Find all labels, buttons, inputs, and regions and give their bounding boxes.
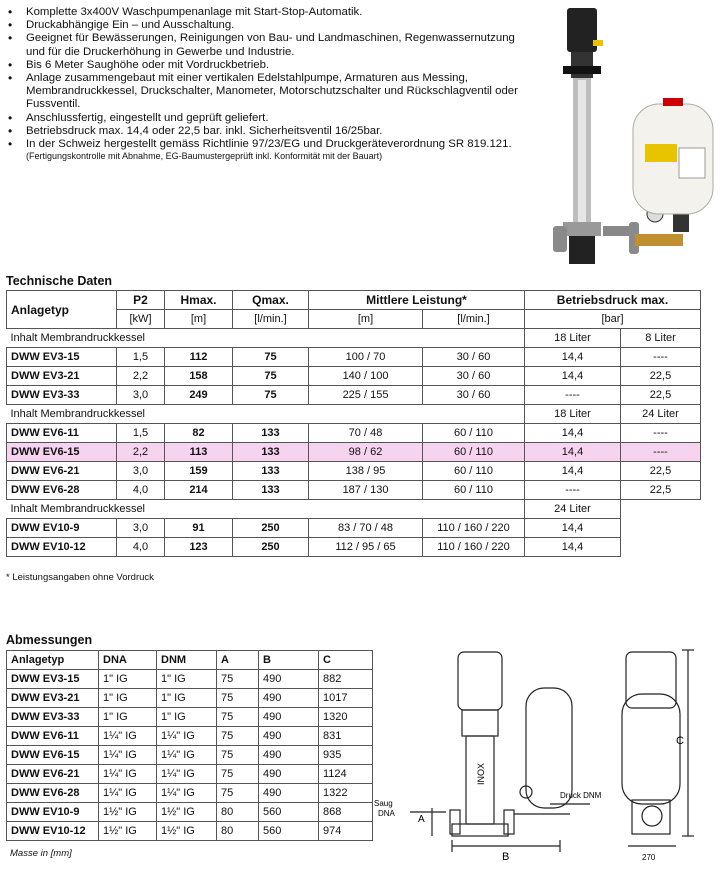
pump-photo bbox=[545, 4, 715, 266]
cell-mittel-l: 110 / 160 / 220 bbox=[423, 519, 525, 538]
dims-cell: 1¼" IG bbox=[99, 765, 157, 784]
dims-cell: 1½" IG bbox=[157, 803, 217, 822]
dims-cell: 1¼" IG bbox=[157, 727, 217, 746]
cell-mittel-m: 98 / 62 bbox=[309, 443, 423, 462]
cell-hmax: 91 bbox=[165, 519, 233, 538]
cell-type: DWW EV3-15 bbox=[7, 348, 117, 367]
dims-cell: 935 bbox=[319, 746, 373, 765]
drawing-c-label: C bbox=[676, 735, 684, 747]
cell-p2: 3,0 bbox=[117, 462, 165, 481]
th-qmax-unit: [l/min.] bbox=[233, 310, 309, 329]
cell-mittel-l: 30 / 60 bbox=[423, 348, 525, 367]
cell-druck-1: ---- bbox=[525, 386, 621, 405]
feature-text: Bis 6 Meter Saughöhe oder mit Vordruckbetrieb. bbox=[26, 58, 270, 71]
table-row bbox=[7, 727, 373, 746]
table-row bbox=[7, 519, 701, 538]
feature-list bbox=[6, 6, 526, 162]
cell-p2: 2,2 bbox=[117, 367, 165, 386]
th-druck: Betriebsdruck max. bbox=[525, 291, 701, 310]
tech-title: Technische Daten bbox=[6, 274, 113, 288]
dims-cell: 560 bbox=[259, 822, 319, 841]
dims-cell: 75 bbox=[217, 708, 259, 727]
th-druck-unit: [bar] bbox=[525, 310, 701, 329]
cell-type: DWW EV10-12 bbox=[7, 538, 117, 557]
cell-qmax: 75 bbox=[233, 348, 309, 367]
cell-mittel-l: 60 / 110 bbox=[423, 462, 525, 481]
cell-mittel-m: 83 / 70 / 48 bbox=[309, 519, 423, 538]
table-row bbox=[7, 822, 373, 841]
dims-header-cell: DNA bbox=[99, 651, 157, 670]
cell-p2: 3,0 bbox=[117, 519, 165, 538]
cell-druck-2: 22,5 bbox=[621, 481, 701, 500]
dims-cell: 1322 bbox=[319, 784, 373, 803]
group-header-row bbox=[7, 405, 701, 424]
drawing-dna-label: DNA bbox=[378, 809, 395, 818]
table-row bbox=[7, 784, 373, 803]
cell-mittel-l: 30 / 60 bbox=[423, 367, 525, 386]
cell-qmax: 250 bbox=[233, 538, 309, 557]
cell-druck-2: 22,5 bbox=[621, 462, 701, 481]
dims-header-cell: A bbox=[217, 651, 259, 670]
dims-cell: 75 bbox=[217, 670, 259, 689]
table-row bbox=[7, 803, 373, 822]
dims-cell: 1½" IG bbox=[157, 822, 217, 841]
cell-hmax: 82 bbox=[165, 424, 233, 443]
cell-type: DWW EV6-11 bbox=[7, 424, 117, 443]
dims-cell: DWW EV6-11 bbox=[7, 727, 99, 746]
cell-druck-1: 14,4 bbox=[525, 443, 621, 462]
cell-druck-1: 14,4 bbox=[525, 519, 621, 538]
cell-p2: 4,0 bbox=[117, 481, 165, 500]
group-label: Inhalt Membrandruckkessel bbox=[7, 500, 525, 519]
cell-hmax: 159 bbox=[165, 462, 233, 481]
dims-cell: DWW EV3-33 bbox=[7, 708, 99, 727]
cell-mittel-l: 60 / 110 bbox=[423, 481, 525, 500]
feature-item bbox=[6, 125, 526, 138]
feature-text: Druckabhängige Ein – und Ausschaltung. bbox=[26, 19, 235, 32]
cell-p2: 2,2 bbox=[117, 443, 165, 462]
cell-type: DWW EV10-9 bbox=[7, 519, 117, 538]
table-row bbox=[7, 462, 701, 481]
table-row bbox=[7, 689, 373, 708]
dims-cell: 1¼" IG bbox=[157, 746, 217, 765]
feature-item bbox=[6, 72, 526, 112]
cell-hmax: 112 bbox=[165, 348, 233, 367]
dims-header-cell: Anlagetyp bbox=[7, 651, 99, 670]
dims-cell: DWW EV6-21 bbox=[7, 765, 99, 784]
feature-subnote: (Fertigungskontrolle mit Abnahme, EG-Baumustergeprüft inkl. Konformität mit der Bauart) bbox=[26, 151, 383, 162]
cell-mittel-m: 70 / 48 bbox=[309, 424, 423, 443]
cell-hmax: 249 bbox=[165, 386, 233, 405]
dims-cell: 560 bbox=[259, 803, 319, 822]
feature-item bbox=[6, 112, 526, 125]
cell-qmax: 133 bbox=[233, 424, 309, 443]
table-row bbox=[7, 348, 701, 367]
th-p2-unit: [kW] bbox=[117, 310, 165, 329]
cell-p2: 3,0 bbox=[117, 386, 165, 405]
dims-cell: 1¼" IG bbox=[99, 727, 157, 746]
table-row bbox=[7, 443, 701, 462]
dims-cell: 490 bbox=[259, 746, 319, 765]
th-mittel-l: [l/min.] bbox=[423, 310, 525, 329]
feature-item bbox=[6, 6, 526, 19]
cell-mittel-m: 187 / 130 bbox=[309, 481, 423, 500]
cell-druck-2: 22,5 bbox=[621, 386, 701, 405]
feature-text: Geeignet für Bewässerungen, Reinigungen von Bau- und Landmaschinen, Regenwassernutzung und für die Druckerhöhung in Gewerbe und Industrie. bbox=[26, 32, 515, 58]
dims-cell: DWW EV10-12 bbox=[7, 822, 99, 841]
cell-druck-2: ---- bbox=[621, 443, 701, 462]
table-row bbox=[7, 538, 701, 557]
table-row bbox=[7, 424, 701, 443]
drawing-inox-label: INOX bbox=[476, 762, 486, 785]
dims-cell: 974 bbox=[319, 822, 373, 841]
cell-hmax: 113 bbox=[165, 443, 233, 462]
dims-cell: 490 bbox=[259, 670, 319, 689]
cell-type: DWW EV3-33 bbox=[7, 386, 117, 405]
dims-cell: 1320 bbox=[319, 708, 373, 727]
cell-type: DWW EV6-21 bbox=[7, 462, 117, 481]
dims-cell: 1" IG bbox=[99, 708, 157, 727]
cell-druck-2 bbox=[621, 519, 701, 538]
cell-druck-1: ---- bbox=[525, 481, 621, 500]
feature-text: Komplette 3x400V Waschpumpenanlage mit Start-Stop-Automatik. bbox=[26, 6, 363, 18]
cell-mittel-m: 112 / 95 / 65 bbox=[309, 538, 423, 557]
dims-cell: 490 bbox=[259, 765, 319, 784]
tank-size-1: 18 Liter bbox=[525, 329, 621, 348]
dims-cell: 490 bbox=[259, 689, 319, 708]
dims-table bbox=[6, 650, 373, 841]
cell-mittel-l: 30 / 60 bbox=[423, 386, 525, 405]
dims-cell: 831 bbox=[319, 727, 373, 746]
dims-note: Masse in [mm] bbox=[10, 848, 72, 859]
th-mittel-m: [m] bbox=[309, 310, 423, 329]
th-type: Anlagetyp bbox=[7, 291, 117, 329]
cell-hmax: 214 bbox=[165, 481, 233, 500]
cell-qmax: 250 bbox=[233, 519, 309, 538]
dims-cell: 1" IG bbox=[157, 689, 217, 708]
cell-mittel-m: 138 / 95 bbox=[309, 462, 423, 481]
table-row bbox=[7, 367, 701, 386]
cell-druck-2: ---- bbox=[621, 424, 701, 443]
dims-cell: 75 bbox=[217, 727, 259, 746]
dims-header-cell: B bbox=[259, 651, 319, 670]
dims-cell: 1¼" IG bbox=[99, 746, 157, 765]
tank-size-2: 8 Liter bbox=[621, 329, 701, 348]
cell-druck-2: ---- bbox=[621, 348, 701, 367]
cell-mittel-m: 225 / 155 bbox=[309, 386, 423, 405]
feature-text: Anlage zusammengebaut mit einer vertikalen Edelstahlpumpe, Armaturen aus Messing, Membrandruckkessel, Druckschalter, Manometer, Motorschutzschalter und Rückschlagventil oder Fussventil. bbox=[26, 72, 518, 111]
drawing-width-label: 270 bbox=[642, 853, 656, 862]
cell-p2: 1,5 bbox=[117, 424, 165, 443]
dims-cell: DWW EV3-21 bbox=[7, 689, 99, 708]
dims-cell: 1¼" IG bbox=[157, 784, 217, 803]
table-row bbox=[7, 708, 373, 727]
drawing-b-label: B bbox=[502, 851, 510, 863]
group-header-row bbox=[7, 329, 701, 348]
cell-type: DWW EV6-15 bbox=[7, 443, 117, 462]
table-row bbox=[7, 481, 701, 500]
table-row bbox=[7, 765, 373, 784]
group-label: Inhalt Membrandruckkessel bbox=[7, 329, 525, 348]
dims-cell: 1¼" IG bbox=[99, 784, 157, 803]
dimension-drawing bbox=[370, 640, 720, 865]
feature-text: Betriebsdruck max. 14,4 oder 22,5 bar. inkl. Sicherheitsventil 16/25bar. bbox=[26, 124, 383, 137]
cell-hmax: 123 bbox=[165, 538, 233, 557]
th-qmax: Qmax. bbox=[233, 291, 309, 310]
th-hmax: Hmax. bbox=[165, 291, 233, 310]
feature-item bbox=[6, 19, 526, 32]
tank-size-1: 24 Liter bbox=[525, 500, 621, 519]
dims-cell: 882 bbox=[319, 670, 373, 689]
group-label: Inhalt Membrandruckkessel bbox=[7, 405, 525, 424]
cell-qmax: 133 bbox=[233, 481, 309, 500]
cell-mittel-l: 110 / 160 / 220 bbox=[423, 538, 525, 557]
dims-cell: 1½" IG bbox=[99, 822, 157, 841]
dims-cell: 1" IG bbox=[99, 689, 157, 708]
cell-mittel-l: 60 / 110 bbox=[423, 443, 525, 462]
dims-cell: 75 bbox=[217, 765, 259, 784]
tank-size-2: 24 Liter bbox=[621, 405, 701, 424]
dims-cell: 1017 bbox=[319, 689, 373, 708]
dims-cell: 490 bbox=[259, 784, 319, 803]
dims-cell: 80 bbox=[217, 803, 259, 822]
cell-p2: 4,0 bbox=[117, 538, 165, 557]
cell-druck-1: 14,4 bbox=[525, 424, 621, 443]
dims-cell: 80 bbox=[217, 822, 259, 841]
dims-cell: 75 bbox=[217, 784, 259, 803]
cell-druck-1: 14,4 bbox=[525, 348, 621, 367]
cell-qmax: 133 bbox=[233, 443, 309, 462]
tank-size-1: 18 Liter bbox=[525, 405, 621, 424]
table-row bbox=[7, 386, 701, 405]
feature-item bbox=[6, 32, 526, 58]
feature-item bbox=[6, 138, 526, 162]
cell-druck-2 bbox=[621, 538, 701, 557]
dims-cell: 75 bbox=[217, 689, 259, 708]
dims-cell: 868 bbox=[319, 803, 373, 822]
dims-cell: DWW EV3-15 bbox=[7, 670, 99, 689]
feature-text: In der Schweiz hergestellt gemäss Richtlinie 97/23/EG und Druckgeräteverordnung SR 819.121. bbox=[26, 138, 512, 151]
dims-cell: DWW EV10-9 bbox=[7, 803, 99, 822]
cell-druck-1: 14,4 bbox=[525, 462, 621, 481]
dims-cell: 490 bbox=[259, 708, 319, 727]
dims-header-cell: C bbox=[319, 651, 373, 670]
tank-size-2 bbox=[621, 500, 701, 519]
cell-druck-1: 14,4 bbox=[525, 538, 621, 557]
cell-qmax: 133 bbox=[233, 462, 309, 481]
drawing-druck-label: Druck DNM bbox=[560, 791, 602, 800]
dims-cell: 1" IG bbox=[157, 670, 217, 689]
table-row bbox=[7, 746, 373, 765]
drawing-saug-label: Saug bbox=[374, 799, 393, 808]
cell-p2: 1,5 bbox=[117, 348, 165, 367]
tech-note: * Leistungsangaben ohne Vordruck bbox=[6, 572, 154, 583]
dims-cell: 1¼" IG bbox=[157, 765, 217, 784]
dims-title: Abmessungen bbox=[6, 633, 93, 647]
th-hmax-unit: [m] bbox=[165, 310, 233, 329]
dims-cell: 1" IG bbox=[157, 708, 217, 727]
group-header-row bbox=[7, 500, 701, 519]
dims-header-cell: DNM bbox=[157, 651, 217, 670]
dims-cell: 1" IG bbox=[99, 670, 157, 689]
cell-druck-2: 22,5 bbox=[621, 367, 701, 386]
dims-cell: 490 bbox=[259, 727, 319, 746]
dims-header-row bbox=[7, 651, 373, 670]
cell-mittel-m: 140 / 100 bbox=[309, 367, 423, 386]
cell-druck-1: 14,4 bbox=[525, 367, 621, 386]
feature-text: Anschlussfertig, eingestellt und geprüft geliefert. bbox=[26, 111, 269, 124]
dims-cell: DWW EV6-28 bbox=[7, 784, 99, 803]
dims-cell: 75 bbox=[217, 746, 259, 765]
dims-cell: 1124 bbox=[319, 765, 373, 784]
cell-qmax: 75 bbox=[233, 386, 309, 405]
drawing-a-label: A bbox=[418, 814, 425, 825]
cell-hmax: 158 bbox=[165, 367, 233, 386]
cell-mittel-m: 100 / 70 bbox=[309, 348, 423, 367]
dims-cell: DWW EV6-15 bbox=[7, 746, 99, 765]
th-p2: P2 bbox=[117, 291, 165, 310]
table-row bbox=[7, 670, 373, 689]
th-mittel: Mittlere Leistung* bbox=[309, 291, 525, 310]
cell-mittel-l: 60 / 110 bbox=[423, 424, 525, 443]
cell-type: DWW EV3-21 bbox=[7, 367, 117, 386]
dims-cell: 1½" IG bbox=[99, 803, 157, 822]
feature-item bbox=[6, 59, 526, 72]
cell-qmax: 75 bbox=[233, 367, 309, 386]
tech-table bbox=[6, 290, 701, 557]
cell-type: DWW EV6-28 bbox=[7, 481, 117, 500]
